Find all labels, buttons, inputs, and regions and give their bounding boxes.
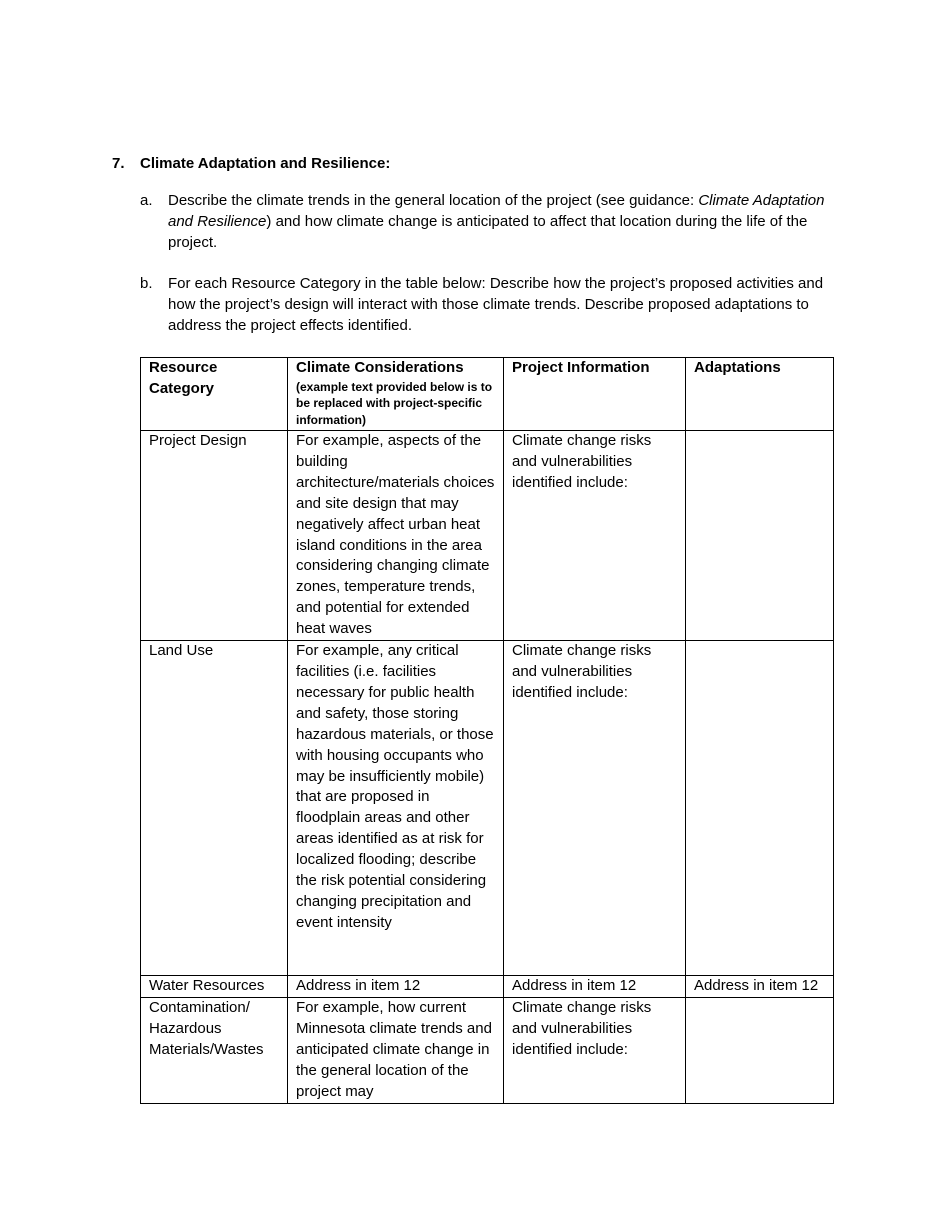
item-a-letter: a. xyxy=(140,192,153,209)
header-adaptations: Adaptations xyxy=(686,358,834,431)
cell-considerations: For example, aspects of the building architecture/materials choices and site design that may negatively affect urban heat island conditions in the area considering changing climate zones, temperature trends, and potential for extended heat waves xyxy=(288,431,504,641)
resource-category-table xyxy=(140,357,834,1104)
item-b-letter: b. xyxy=(140,275,153,292)
cell-project-information[interactable]: Climate change risks and vulnerabilities identified include: xyxy=(504,641,686,976)
item-b-text: For each Resource Category in the table below: Describe how the project’s proposed activities and how the project’s design will interact with those climate trends. Describe proposed adaptations to address the project effects identified. xyxy=(168,275,824,334)
cell-adaptations[interactable] xyxy=(686,431,834,641)
guidance-link-text: Climate Adaptation and Resilience xyxy=(168,192,825,230)
item-a-text-end: ) and how climate change is anticipated to affect that location during the life of the project. xyxy=(168,213,808,251)
header-project-information: Project Information xyxy=(504,358,686,431)
table-row xyxy=(141,976,834,998)
header-climate-considerations-note: (example text provided below is to be replaced with project-specific information) xyxy=(296,379,493,427)
cell-project-information[interactable]: Climate change risks and vulnerabilities identified include: xyxy=(504,997,686,1103)
cell-adaptations[interactable] xyxy=(686,997,834,1103)
cell-considerations: For example, how current Minnesota climate trends and anticipated climate change in the general location of the project may xyxy=(288,997,504,1103)
item-a xyxy=(140,190,830,253)
header-resource-category: Resource Category xyxy=(141,358,288,431)
table-row xyxy=(141,641,834,976)
header-climate-considerations-title: Climate Considerations xyxy=(296,359,464,376)
item-a-text xyxy=(168,190,830,253)
cell-category: Land Use xyxy=(141,641,288,976)
cell-category: Contamination/ Hazardous Materials/Wastes xyxy=(141,997,288,1103)
section-number: 7. xyxy=(112,155,125,172)
table-header-row xyxy=(141,358,834,431)
table-row xyxy=(141,431,834,641)
header-climate-considerations xyxy=(288,358,504,431)
section-heading xyxy=(112,153,390,174)
section-title: Climate Adaptation and Resilience: xyxy=(140,155,391,172)
item-b xyxy=(140,273,830,336)
item-a-text-start: Describe the climate trends in the general location of the project (see guidance: xyxy=(168,192,699,209)
cell-category: Project Design xyxy=(141,431,288,641)
cell-category: Water Resources xyxy=(141,976,288,998)
table-row xyxy=(141,997,834,1103)
cell-project-information[interactable]: Climate change risks and vulnerabilities identified include: xyxy=(504,431,686,641)
cell-considerations: Address in item 12 xyxy=(288,976,504,998)
cell-project-information[interactable]: Address in item 12 xyxy=(504,976,686,998)
cell-adaptations[interactable]: Address in item 12 xyxy=(686,976,834,998)
cell-adaptations[interactable] xyxy=(686,641,834,976)
cell-considerations: For example, any critical facilities (i.e. facilities necessary for public health and safety, those storing hazardous materials, or those with housing occupants who may be insufficiently mobile) that are proposed in floodplain areas and other areas identified as at risk for localized flooding; describe the risk potential considering changing precipitation and event intensity xyxy=(288,641,504,976)
